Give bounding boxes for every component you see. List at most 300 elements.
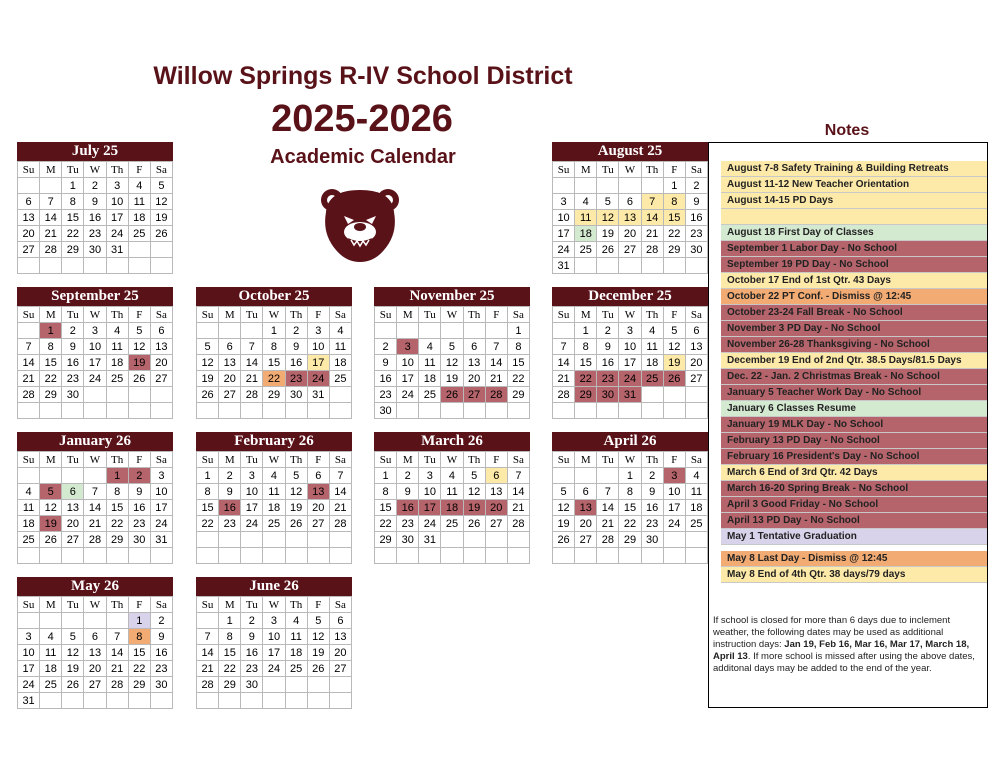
day-cell: 19 — [62, 661, 84, 677]
day-cell: 23 — [150, 661, 172, 677]
empty-cell — [619, 548, 641, 564]
month-feb — [196, 432, 352, 564]
day-cell: 18 — [18, 516, 40, 532]
day-cell: 8 — [106, 484, 128, 500]
day-cell: 7 — [553, 339, 575, 355]
note-item: May 8 Last Day - Dismiss @ 12:45 — [721, 551, 987, 567]
weekday-header: M — [40, 162, 62, 178]
day-cell: 6 — [307, 468, 329, 484]
empty-cell — [18, 548, 40, 564]
day-cell: 26 — [40, 532, 62, 548]
empty-cell — [663, 403, 685, 419]
weekday-header: Th — [106, 162, 128, 178]
day-cell: 24 — [150, 516, 172, 532]
day-cell: 13 — [463, 355, 485, 371]
weekday-header: W — [263, 597, 285, 613]
weekday-header: Sa — [150, 307, 172, 323]
empty-cell — [285, 403, 307, 419]
empty-cell — [553, 548, 575, 564]
day-cell: 14 — [106, 645, 128, 661]
day-cell: 14 — [329, 484, 351, 500]
day-cell: 16 — [128, 500, 150, 516]
day-cell: 31 — [419, 532, 441, 548]
day-cell: 17 — [18, 661, 40, 677]
day-cell: 9 — [150, 629, 172, 645]
day-cell: 4 — [441, 468, 463, 484]
weekday-header: Su — [375, 307, 397, 323]
day-cell: 28 — [106, 677, 128, 693]
weekday-header: Tu — [241, 452, 263, 468]
empty-cell — [619, 258, 641, 274]
day-cell: 9 — [285, 339, 307, 355]
month-oct — [196, 287, 352, 419]
weekday-header: F — [128, 162, 150, 178]
day-cell: 21 — [329, 500, 351, 516]
weekday-header: M — [219, 452, 241, 468]
day-cell: 18 — [685, 500, 707, 516]
empty-cell — [663, 532, 685, 548]
day-cell: 14 — [40, 210, 62, 226]
day-cell: 8 — [62, 194, 84, 210]
day-cell: 25 — [441, 516, 463, 532]
month-jun — [196, 577, 352, 709]
weekday-header: M — [219, 597, 241, 613]
day-cell: 14 — [597, 500, 619, 516]
empty-cell — [307, 693, 329, 709]
empty-cell — [329, 387, 351, 403]
day-cell: 8 — [219, 629, 241, 645]
empty-cell — [150, 258, 172, 274]
empty-cell — [575, 258, 597, 274]
weekday-header: W — [619, 452, 641, 468]
day-cell: 9 — [597, 339, 619, 355]
day-cell: 22 — [375, 516, 397, 532]
empty-cell — [329, 532, 351, 548]
day-cell: 8 — [263, 339, 285, 355]
weekday-header: W — [619, 307, 641, 323]
weekday-header: W — [263, 307, 285, 323]
weekday-header: Th — [285, 597, 307, 613]
day-cell: 4 — [575, 194, 597, 210]
day-cell: 31 — [619, 387, 641, 403]
day-cell: 15 — [619, 500, 641, 516]
day-cell: 2 — [685, 178, 707, 194]
day-cell: 12 — [40, 500, 62, 516]
day-cell: 18 — [419, 371, 441, 387]
day-cell: 9 — [84, 194, 106, 210]
day-cell: 17 — [553, 226, 575, 242]
day-cell: 2 — [375, 339, 397, 355]
day-cell: 27 — [685, 371, 707, 387]
day-cell: 8 — [128, 629, 150, 645]
day-cell: 18 — [575, 226, 597, 242]
day-cell: 20 — [329, 645, 351, 661]
day-cell: 30 — [641, 532, 663, 548]
day-cell: 23 — [375, 387, 397, 403]
day-cell: 28 — [597, 532, 619, 548]
empty-cell — [485, 323, 507, 339]
day-cell: 13 — [84, 645, 106, 661]
weekday-header: Th — [463, 307, 485, 323]
day-cell: 18 — [263, 500, 285, 516]
day-cell: 6 — [219, 339, 241, 355]
day-cell: 9 — [62, 339, 84, 355]
empty-cell — [150, 242, 172, 258]
empty-cell — [84, 258, 106, 274]
weekday-header: Su — [18, 597, 40, 613]
day-cell: 27 — [575, 532, 597, 548]
day-cell: 17 — [150, 500, 172, 516]
day-cell: 10 — [619, 339, 641, 355]
weekday-header: W — [84, 452, 106, 468]
empty-cell — [62, 403, 84, 419]
month-jul — [17, 142, 173, 274]
empty-cell — [241, 693, 263, 709]
empty-cell — [285, 677, 307, 693]
day-cell: 31 — [106, 242, 128, 258]
weekday-header: Tu — [241, 307, 263, 323]
empty-cell — [128, 548, 150, 564]
weekday-header: Sa — [329, 307, 351, 323]
day-cell: 27 — [485, 516, 507, 532]
day-cell: 29 — [663, 242, 685, 258]
day-cell: 10 — [150, 484, 172, 500]
day-cell: 2 — [285, 323, 307, 339]
day-cell: 12 — [307, 629, 329, 645]
day-cell: 10 — [307, 339, 329, 355]
empty-cell — [397, 323, 419, 339]
weekday-header: M — [575, 307, 597, 323]
empty-cell — [307, 548, 329, 564]
empty-cell — [219, 532, 241, 548]
note-item: November 26-28 Thanksgiving - No School — [721, 337, 987, 353]
day-cell: 9 — [128, 484, 150, 500]
empty-cell — [553, 468, 575, 484]
empty-cell — [241, 403, 263, 419]
empty-cell — [197, 548, 219, 564]
day-cell: 18 — [106, 355, 128, 371]
weekday-header: M — [575, 452, 597, 468]
day-cell: 28 — [84, 532, 106, 548]
day-cell: 15 — [128, 645, 150, 661]
day-cell: 29 — [263, 387, 285, 403]
empty-cell — [128, 693, 150, 709]
empty-cell — [40, 613, 62, 629]
day-cell: 9 — [241, 629, 263, 645]
day-cell: 13 — [329, 629, 351, 645]
empty-cell — [106, 693, 128, 709]
day-cell: 28 — [197, 677, 219, 693]
empty-cell — [463, 548, 485, 564]
empty-cell — [197, 613, 219, 629]
empty-cell — [18, 613, 40, 629]
empty-cell — [106, 613, 128, 629]
empty-cell — [663, 387, 685, 403]
day-cell: 13 — [62, 500, 84, 516]
month-title: September 25 — [17, 287, 173, 306]
day-cell: 5 — [197, 339, 219, 355]
empty-cell — [397, 403, 419, 419]
day-cell: 22 — [263, 371, 285, 387]
weekday-header: M — [219, 307, 241, 323]
day-cell: 15 — [219, 645, 241, 661]
day-cell: 13 — [307, 484, 329, 500]
day-cell: 17 — [663, 500, 685, 516]
month-title: October 25 — [196, 287, 352, 306]
day-cell: 3 — [106, 178, 128, 194]
day-cell: 6 — [575, 484, 597, 500]
day-cell: 12 — [128, 339, 150, 355]
day-cell: 16 — [597, 355, 619, 371]
weekday-header: Sa — [329, 597, 351, 613]
day-cell: 27 — [463, 387, 485, 403]
empty-cell — [485, 548, 507, 564]
day-cell: 29 — [375, 532, 397, 548]
weekday-header: Su — [197, 307, 219, 323]
empty-cell — [553, 178, 575, 194]
day-cell: 1 — [263, 323, 285, 339]
day-cell: 10 — [397, 355, 419, 371]
weekday-header: F — [128, 597, 150, 613]
weekday-header: F — [485, 452, 507, 468]
empty-cell — [507, 532, 529, 548]
day-cell: 8 — [40, 339, 62, 355]
month-title: December 25 — [552, 287, 708, 306]
day-cell: 11 — [685, 484, 707, 500]
day-cell: 3 — [553, 194, 575, 210]
day-cell: 26 — [307, 661, 329, 677]
weekday-header: F — [663, 452, 685, 468]
day-cell: 20 — [619, 226, 641, 242]
weekday-header: Th — [106, 307, 128, 323]
day-cell: 13 — [150, 339, 172, 355]
day-cell: 4 — [40, 629, 62, 645]
weekday-header: F — [485, 307, 507, 323]
day-cell: 21 — [597, 516, 619, 532]
day-cell: 4 — [685, 468, 707, 484]
weekday-header: M — [397, 307, 419, 323]
district-title: Willow Springs R-IV School District — [153, 62, 573, 90]
month-may — [17, 577, 173, 709]
day-cell: 5 — [150, 178, 172, 194]
day-cell: 6 — [329, 613, 351, 629]
day-cell: 21 — [18, 371, 40, 387]
day-cell: 16 — [150, 645, 172, 661]
weekday-header: Tu — [241, 597, 263, 613]
day-cell: 16 — [62, 355, 84, 371]
day-cell: 24 — [263, 661, 285, 677]
empty-cell — [62, 468, 84, 484]
day-cell: 7 — [197, 629, 219, 645]
note-item: October 22 PT Conf. - Dismiss @ 12:45 — [721, 289, 987, 305]
empty-cell — [375, 548, 397, 564]
day-cell: 28 — [641, 242, 663, 258]
empty-cell — [553, 323, 575, 339]
day-cell: 26 — [197, 387, 219, 403]
weekday-header: Su — [553, 162, 575, 178]
weekday-header: Su — [553, 307, 575, 323]
note-item: October 23-24 Fall Break - No School — [721, 305, 987, 321]
weekday-header: F — [663, 307, 685, 323]
day-cell: 18 — [641, 355, 663, 371]
weekday-header: W — [441, 307, 463, 323]
note-item: March 6 End of 3rd Qtr. 42 Days — [721, 465, 987, 481]
day-cell: 19 — [663, 355, 685, 371]
day-cell: 26 — [128, 371, 150, 387]
bear-mascot-logo — [318, 182, 402, 266]
note-item: October 17 End of 1st Qtr. 43 Days — [721, 273, 987, 289]
day-cell: 18 — [441, 500, 463, 516]
day-cell: 20 — [18, 226, 40, 242]
day-cell: 2 — [150, 613, 172, 629]
weekday-header: Sa — [329, 452, 351, 468]
weekday-header: Th — [641, 162, 663, 178]
weekday-header: Tu — [62, 597, 84, 613]
day-cell: 14 — [18, 355, 40, 371]
day-cell: 28 — [329, 516, 351, 532]
notes-title: Notes — [824, 122, 870, 139]
weekday-header: W — [84, 597, 106, 613]
empty-cell — [597, 258, 619, 274]
day-cell: 4 — [106, 323, 128, 339]
day-cell: 28 — [40, 242, 62, 258]
day-cell: 7 — [106, 629, 128, 645]
weekday-header: F — [307, 307, 329, 323]
day-cell: 12 — [150, 194, 172, 210]
day-cell: 23 — [685, 226, 707, 242]
day-cell: 7 — [84, 484, 106, 500]
day-cell: 16 — [397, 500, 419, 516]
day-cell: 15 — [507, 355, 529, 371]
note-item: April 13 PD Day - No School — [721, 513, 987, 529]
weekday-header: Th — [463, 452, 485, 468]
empty-cell — [62, 548, 84, 564]
weekday-header: Tu — [62, 452, 84, 468]
day-cell: 1 — [507, 323, 529, 339]
weekday-header: Su — [553, 452, 575, 468]
day-cell: 30 — [375, 403, 397, 419]
day-cell: 17 — [263, 645, 285, 661]
day-cell: 25 — [18, 532, 40, 548]
day-cell: 23 — [285, 371, 307, 387]
day-cell: 7 — [18, 339, 40, 355]
empty-cell — [329, 403, 351, 419]
empty-cell — [241, 323, 263, 339]
day-cell: 15 — [62, 210, 84, 226]
empty-cell — [663, 258, 685, 274]
day-cell: 8 — [375, 484, 397, 500]
note-item: January 5 Teacher Work Day - No School — [721, 385, 987, 401]
day-cell: 4 — [285, 613, 307, 629]
day-cell: 11 — [40, 645, 62, 661]
empty-cell — [463, 323, 485, 339]
day-cell: 22 — [507, 371, 529, 387]
empty-cell — [685, 532, 707, 548]
day-cell: 27 — [84, 677, 106, 693]
empty-cell — [441, 403, 463, 419]
day-cell: 7 — [597, 484, 619, 500]
weekday-header: Su — [197, 597, 219, 613]
day-cell: 24 — [397, 387, 419, 403]
day-cell: 29 — [507, 387, 529, 403]
day-cell: 25 — [575, 242, 597, 258]
day-cell: 2 — [62, 323, 84, 339]
empty-cell — [62, 613, 84, 629]
day-cell: 1 — [375, 468, 397, 484]
month-title: January 26 — [17, 432, 173, 451]
day-cell: 28 — [18, 387, 40, 403]
empty-cell — [641, 548, 663, 564]
empty-cell — [18, 323, 40, 339]
weekday-header: W — [84, 162, 106, 178]
weekday-header: Th — [285, 307, 307, 323]
weekday-header: Tu — [419, 307, 441, 323]
day-cell: 30 — [685, 242, 707, 258]
weekday-header: Su — [18, 162, 40, 178]
day-cell: 16 — [641, 500, 663, 516]
empty-cell — [575, 468, 597, 484]
weekday-header: M — [40, 597, 62, 613]
day-cell: 19 — [597, 226, 619, 242]
day-cell: 12 — [463, 484, 485, 500]
day-cell: 12 — [663, 339, 685, 355]
day-cell: 8 — [197, 484, 219, 500]
empty-cell — [597, 548, 619, 564]
day-cell: 5 — [463, 468, 485, 484]
day-cell: 21 — [197, 661, 219, 677]
day-cell: 6 — [619, 194, 641, 210]
note-item: August 14-15 PD Days — [721, 193, 987, 209]
day-cell: 5 — [285, 468, 307, 484]
day-cell: 14 — [485, 355, 507, 371]
day-cell: 1 — [663, 178, 685, 194]
month-title: June 26 — [196, 577, 352, 596]
day-cell: 31 — [307, 387, 329, 403]
empty-cell — [619, 178, 641, 194]
empty-cell — [106, 403, 128, 419]
day-cell: 5 — [553, 484, 575, 500]
day-cell: 9 — [219, 484, 241, 500]
weekday-header: W — [619, 162, 641, 178]
day-cell: 6 — [485, 468, 507, 484]
day-cell: 10 — [18, 645, 40, 661]
empty-cell — [553, 403, 575, 419]
day-cell: 25 — [419, 387, 441, 403]
empty-cell — [150, 403, 172, 419]
empty-cell — [18, 178, 40, 194]
weekday-header: Tu — [62, 162, 84, 178]
snow-notice-intro: If school is closed for more than 6 days due to inclement weather, the following dates may be used as additional instruction days: — [713, 615, 951, 650]
empty-cell — [419, 403, 441, 419]
month-title: August 25 — [552, 142, 708, 161]
day-cell: 22 — [128, 661, 150, 677]
day-cell: 29 — [40, 387, 62, 403]
empty-cell — [150, 693, 172, 709]
day-cell: 16 — [84, 210, 106, 226]
day-cell: 14 — [241, 355, 263, 371]
day-cell: 1 — [619, 468, 641, 484]
month-dec — [552, 287, 708, 419]
empty-cell — [219, 548, 241, 564]
empty-cell — [375, 323, 397, 339]
empty-cell — [197, 693, 219, 709]
day-cell: 20 — [307, 500, 329, 516]
weekday-header: W — [441, 452, 463, 468]
weekday-header: Tu — [597, 307, 619, 323]
note-item: August 11-12 New Teacher Orientation — [721, 177, 987, 193]
day-cell: 2 — [128, 468, 150, 484]
empty-cell — [441, 532, 463, 548]
